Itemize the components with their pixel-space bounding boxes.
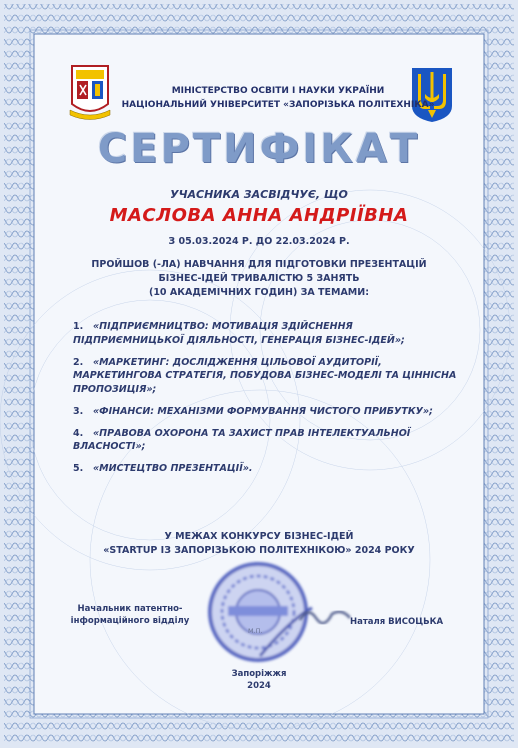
topics-list: [73, 320, 463, 484]
signature: [298, 604, 352, 628]
contest-line-2: «STARTUP ІЗ ЗАПОРІЗЬКОЮ ПОЛІТЕХНІКОЮ» 2024 РОКУ: [103, 545, 415, 556]
topic-item: 4. «ПРАВОВА ОХОРОНА ТА ЗАХИСТ ПРАВ ІНТЕЛЕКТУАЛЬНОЇ ВЛАСНОСТІ»;: [73, 427, 411, 452]
university-logo: [68, 62, 112, 122]
university-name: НАЦІОНАЛЬНИЙ УНІВЕРСИТЕТ «ЗАПОРІЗЬКА ПОЛІТЕХНІКА»: [121, 100, 435, 110]
course-description: [40, 258, 478, 300]
signatory-title: [60, 603, 200, 627]
course-line-2: БІЗНЕС-ІДЕЙ ТРИВАЛІСТЮ 5 ЗАНЯТЬ: [158, 273, 360, 284]
ministry-name: МІНІСТЕРСТВО ОСВІТИ І НАУКИ УКРАЇНИ: [171, 86, 385, 96]
city-name: Запоріжжя: [231, 669, 287, 679]
course-period: З 05.03.2024 Р. ДО 22.03.2024 Р.: [168, 236, 350, 247]
signatory-title-line-2: інформаційного відділу: [70, 616, 190, 626]
issue-year: 2024: [247, 681, 271, 691]
contest-note: [40, 530, 478, 558]
course-line-1: ПРОЙШОВ (-ЛА) НАВЧАННЯ ДЛЯ ПІДГОТОВКИ ПРЕЗЕНТАЦІЙ: [91, 259, 427, 270]
signatory-title-line-1: Начальник патентно-: [77, 604, 183, 614]
contest-line-1: У МЕЖАХ КОНКУРСУ БІЗНЕС-ІДЕЙ: [164, 531, 354, 542]
topic-item: 1. «ПІДПРИЄМНИЦТВО: МОТИВАЦІЯ ЗДІЙСНЕННЯ ПІДПРИЄМНИЦЬКОЇ ДІЯЛЬНОСТІ, ГЕНЕРАЦІЯ БІЗНЕС-ІДЕЙ»;: [73, 321, 405, 346]
topic-item: 3. «ФІНАНСИ: МЕХАНІЗМИ ФОРМУВАННЯ ЧИСТОГО ПРИБУТКУ»;: [73, 405, 433, 417]
course-line-3: (10 АКАДЕМІЧНИХ ГОДИН) ЗА ТЕМАМИ:: [148, 287, 370, 298]
certificate-title: СЕРТИФІКАТ: [97, 126, 421, 172]
topic-item: 5. «МИСТЕЦТВО ПРЕЗЕНТАЦІЇ».: [73, 463, 253, 474]
topic-item: 2. «МАРКЕТИНГ: ДОСЛІДЖЕННЯ ЦІЛЬОВОЇ АУДИТОРІЇ, МАРКЕТИНГОВА СТРАТЕГІЯ, ПОБУДОВА БІЗНЕС-МОДЕЛІ ТА ЦІННІСНА ПРОПОЗИЦІЯ»;: [73, 356, 457, 395]
signatory-name: Наталя ВИСОЦЬКА: [350, 617, 444, 627]
stamp-label: М.П.: [248, 627, 263, 635]
witness-line: УЧАСНИКА ЗАСВІДЧУЄ, ЩО: [170, 188, 348, 201]
recipient-name: МАСЛОВА АННА АНДРІЇВНА: [109, 205, 409, 226]
issue-place: [209, 668, 309, 692]
header: [118, 84, 438, 112]
